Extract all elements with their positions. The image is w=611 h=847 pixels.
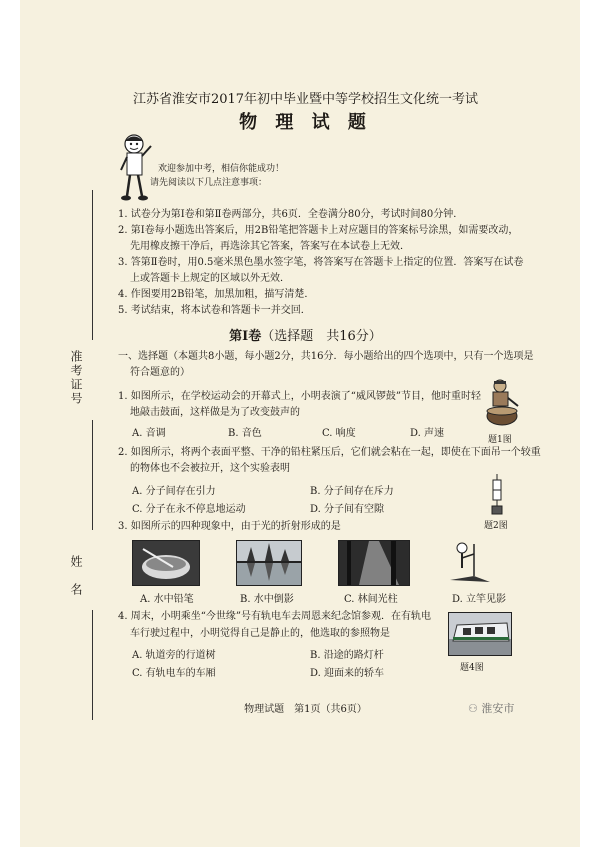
q1-option-c: C. 响度 [322, 428, 356, 439]
q4-option-d: D. 迎面来的轿车 [310, 668, 385, 679]
subject-title: 物 理 试 题 [239, 112, 372, 133]
part-header: 一、选择题（本题共8小题，每小题2分，共16分．每小题给出的四个选项中，只有一个选项是 [118, 351, 534, 362]
q4-option-a: A. 轨道旁的行道树 [132, 650, 216, 661]
q2-figure-caption: 题2图 [484, 521, 508, 531]
q1-option-a: A. 音调 [132, 428, 166, 439]
q1-figure-caption: 题1图 [488, 435, 512, 445]
q3-stem: 3. 如图所示的四种现象中，由于光的折射形成的是 [118, 521, 341, 532]
q1-stem-cont: 地敲击鼓面，这样做是为了改变鼓声的 [130, 407, 300, 418]
part-header-cont: 符合题意的） [130, 367, 190, 378]
q4-option-c: C. 有轨电车的车厢 [132, 668, 216, 679]
q2-stem: 2. 如图所示，将两个表面平整、干净的铅柱紧压后，它们就会粘在一起，即使在下面吊一个较重 [118, 447, 541, 458]
q2-option-c: C. 分子在永不停息地运动 [132, 504, 246, 515]
side-line-top [92, 190, 93, 340]
watermark [468, 700, 514, 716]
watermark-text: 淮安市 [481, 702, 515, 715]
q3-option-b: B. 水中倒影 [240, 594, 294, 605]
lead-cylinders-figure [486, 474, 508, 516]
q4-stem: 4. 周末，小明乘坐“今世缘”号有轨电车去周恩来纪念馆参观．在有轨电 [118, 611, 431, 622]
instruction-4: 4. 作图要用2B铅笔，加黑加粗，描写清楚． [118, 289, 315, 300]
wechat-icon: ⚇ [468, 702, 478, 715]
q3-photo-water-reflection [236, 540, 302, 586]
q3-option-a: A. 水中铅笔 [140, 594, 194, 605]
greeting-line-1: 欢迎参加中考，相信你能成功！ [158, 164, 285, 174]
q2-option-b: B. 分子间存在斥力 [310, 486, 394, 497]
q2-stem-cont: 的物体也不会被拉开，这个实验表明 [130, 463, 290, 474]
section-title: 第Ⅰ卷 [229, 329, 262, 344]
q4-photo-tram [448, 612, 512, 656]
exam-title: 江苏省淮安市2017年初中毕业暨中等学校招生文化统一考试 [132, 92, 479, 107]
drum-player-figure [482, 378, 522, 428]
section-heading [0, 325, 611, 344]
q1-stem: 1. 如图所示，在学校运动会的开幕式上，小明表演了“威风锣鼓”节目，他时重时轻 [118, 391, 481, 402]
instruction-3: 3. 答第Ⅱ卷时，用0.5毫米黑色墨水签字笔，将答案写在答题卡上指定的位置．答案写在试卷 [118, 257, 524, 268]
q2-option-a: A. 分子间存在引力 [132, 486, 216, 497]
q4-figure-caption: 题4图 [460, 663, 484, 673]
q3-figure-pole-shadow [446, 540, 494, 586]
q4-stem-cont: 车行驶过程中，小明觉得自己是静止的，他选取的参照物是 [130, 628, 390, 639]
q1-option-d: D. 声速 [410, 428, 445, 439]
q4-option-b: B. 沿途的路灯杆 [310, 650, 384, 661]
instruction-3-cont: 上或答题卡上规定的区域以外无效． [130, 273, 290, 284]
greeting-line-2: 请先阅读以下几点注意事项： [150, 178, 268, 188]
q3-photo-pencil-in-water [132, 540, 200, 586]
name-label: 姓 名 [69, 555, 83, 597]
q3-option-d: D. 立竿见影 [452, 594, 507, 605]
side-line-middle [92, 420, 93, 530]
instruction-1: 1. 试卷分为第Ⅰ卷和第Ⅱ卷两部分，共6页．全卷满分80分，考试时间80分钟． [118, 209, 464, 220]
instruction-2: 2. 第Ⅰ卷每小题选出答案后，用2B铅笔把答题卡上对应题目的答案标号涂黑，如需要改动， [118, 225, 519, 236]
q3-option-c: C. 林间光柱 [344, 594, 398, 605]
section-note: （选择题 共16分） [261, 329, 382, 344]
instruction-2-cont: 先用橡皮擦干净后，再选涂其它答案，答案写在本试卷上无效． [130, 241, 410, 252]
q3-photo-forest-light [338, 540, 410, 586]
q2-option-d: D. 分子间有空隙 [310, 504, 385, 515]
instruction-5: 5. 考试结束，将本试卷和答题卡一并交回． [118, 305, 311, 316]
page-footer: 物理试题 第1页（共6页） [244, 704, 367, 715]
q1-option-b: B. 音色 [228, 428, 262, 439]
exam-number-label: 准考证号 [69, 350, 83, 406]
cartoon-student-icon [118, 132, 154, 202]
